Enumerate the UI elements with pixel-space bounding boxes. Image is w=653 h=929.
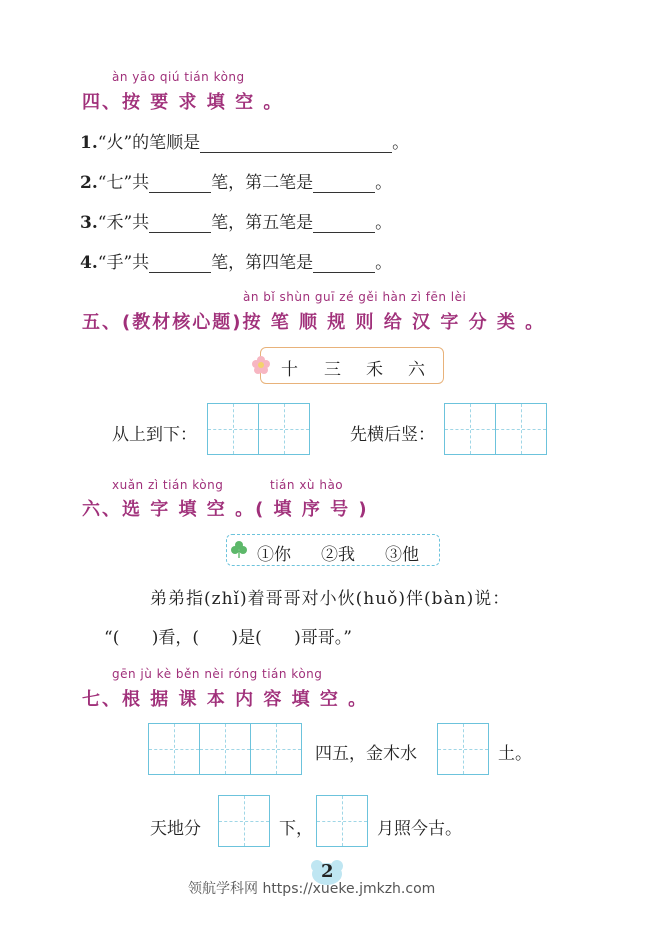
question-text: “火”的笔顺是 <box>97 133 201 153</box>
question-4 <box>80 248 392 273</box>
section6-pinyin-b: tián xù hào <box>270 478 344 492</box>
writing-cell[interactable] <box>444 403 496 455</box>
answer-grid-heng-shu <box>444 403 546 455</box>
writing-cell[interactable] <box>258 403 310 455</box>
writing-cell[interactable] <box>218 795 270 847</box>
question-text: 笔，第四笔是 <box>211 253 314 273</box>
line2-start: 天地分 <box>150 819 201 839</box>
answer-blank[interactable] <box>149 174 211 193</box>
page-number: 2 <box>321 861 334 882</box>
char-4: 六 <box>408 360 425 380</box>
question-number: 2. <box>80 173 98 193</box>
answer-blank[interactable] <box>313 174 375 193</box>
line1-mid: 四五，金木水 <box>315 744 417 764</box>
question-text: “手”共 <box>97 253 150 273</box>
section4-title: 四、按 要 求 填 空 。 <box>82 92 284 113</box>
question-number: 3. <box>80 213 98 233</box>
question-end: 。 <box>375 213 393 233</box>
answer-blank[interactable] <box>313 254 375 273</box>
answer-grid-line2-a <box>218 795 269 847</box>
answer-blank[interactable] <box>200 134 392 153</box>
question-1 <box>80 128 409 153</box>
question-end: 。 <box>392 133 410 153</box>
footer-source: 领航学科网 https://xueke.jmkzh.com <box>188 881 436 897</box>
sentence-2: “( )看，( )是( )哥哥。” <box>104 628 352 648</box>
question-end: 。 <box>375 253 393 273</box>
label-top-down: 从上到下： <box>112 425 197 445</box>
char-1: 十 <box>281 360 298 380</box>
writing-cell[interactable] <box>207 403 259 455</box>
option-3: ③他 <box>385 545 419 565</box>
char-2: 三 <box>324 360 341 380</box>
section7-title: 七、根 据 课 本 内 容 填 空 。 <box>82 689 369 710</box>
line2-mid: 下， <box>279 819 313 839</box>
section5-pinyin: àn bǐ shùn guī zé gěi hàn zì fēn lèi <box>243 290 467 304</box>
writing-cell[interactable] <box>495 403 547 455</box>
writing-cell[interactable] <box>437 723 489 775</box>
writing-cell[interactable] <box>199 723 251 775</box>
clover-icon <box>229 539 249 559</box>
label-heng-shu: 先横后竖： <box>350 425 435 445</box>
flower-icon <box>251 355 271 375</box>
question-3 <box>80 208 392 233</box>
line2-end: 月照今古。 <box>377 819 462 839</box>
section5-title: 五、(教材核心题)按 笔 顺 规 则 给 汉 字 分 类 。 <box>82 312 546 333</box>
question-2 <box>80 168 392 193</box>
sentence-1: 弟弟指(zhǐ)着哥哥对小伙(huǒ)伴(bàn)说： <box>150 589 511 609</box>
section4-pinyin: àn yāo qiú tián kòng <box>112 70 245 84</box>
line1-end: 土。 <box>498 744 532 764</box>
question-text: “七”共 <box>97 173 150 193</box>
answer-blank[interactable] <box>313 214 375 233</box>
option-1: ①你 <box>257 545 291 565</box>
answer-grid-top-down <box>207 403 309 455</box>
section6-pinyin-a: xuǎn zì tián kòng <box>112 478 224 492</box>
writing-cell[interactable] <box>148 723 200 775</box>
answer-grid-line1 <box>148 723 301 775</box>
question-end: 。 <box>375 173 393 193</box>
question-number: 1. <box>80 133 98 153</box>
writing-cell[interactable] <box>316 795 368 847</box>
answer-blank[interactable] <box>149 254 211 273</box>
option-2: ②我 <box>321 545 355 565</box>
writing-cell[interactable] <box>250 723 302 775</box>
question-text: “禾”共 <box>97 213 150 233</box>
answer-grid-line1-b <box>437 723 488 775</box>
section6-title: 六、选 字 填 空 。( 填 序 号 ) <box>82 499 369 520</box>
answer-grid-line2-b <box>316 795 367 847</box>
question-text: 笔，第二笔是 <box>211 173 314 193</box>
section7-pinyin: gēn jù kè běn nèi róng tián kòng <box>112 667 323 681</box>
answer-blank[interactable] <box>149 214 211 233</box>
question-number: 4. <box>80 253 98 273</box>
question-text: 笔，第五笔是 <box>211 213 314 233</box>
char-3: 禾 <box>366 360 383 380</box>
